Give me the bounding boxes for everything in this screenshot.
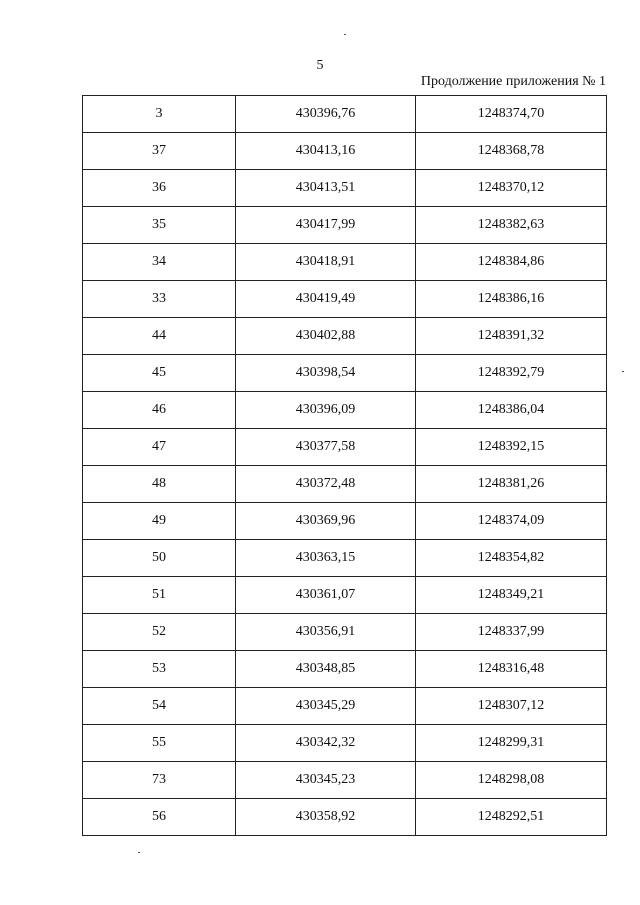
y-coordinate-cell: 1248381,26 (416, 466, 607, 503)
x-coordinate-cell: 430348,85 (236, 651, 416, 688)
point-number-cell: 54 (83, 688, 236, 725)
x-coordinate-cell: 430413,16 (236, 133, 416, 170)
x-coordinate-cell: 430396,09 (236, 392, 416, 429)
y-coordinate-cell: 1248386,04 (416, 392, 607, 429)
y-coordinate-cell: 1248307,12 (416, 688, 607, 725)
point-number-cell: 73 (83, 762, 236, 799)
x-coordinate-cell: 430396,76 (236, 96, 416, 133)
y-coordinate-cell: 1248368,78 (416, 133, 607, 170)
table-row (83, 540, 607, 577)
y-coordinate-cell: 1248391,32 (416, 318, 607, 355)
x-coordinate-cell: 430345,23 (236, 762, 416, 799)
point-number-cell: 44 (83, 318, 236, 355)
page-number: 5 (316, 58, 324, 73)
table-row (83, 318, 607, 355)
table-row (83, 725, 607, 762)
point-number-cell: 52 (83, 614, 236, 651)
y-coordinate-cell: 1248349,21 (416, 577, 607, 614)
x-coordinate-cell: 430358,92 (236, 799, 416, 836)
table-row (83, 503, 607, 540)
x-coordinate-cell: 430417,99 (236, 207, 416, 244)
x-coordinate-cell: 430345,29 (236, 688, 416, 725)
y-coordinate-cell: 1248299,31 (416, 725, 607, 762)
point-number-cell: 36 (83, 170, 236, 207)
table-row (83, 799, 607, 836)
point-number-cell: 55 (83, 725, 236, 762)
scan-speck (344, 34, 346, 35)
x-coordinate-cell: 430413,51 (236, 170, 416, 207)
x-coordinate-cell: 430402,88 (236, 318, 416, 355)
x-coordinate-cell: 430372,48 (236, 466, 416, 503)
y-coordinate-cell: 1248370,12 (416, 170, 607, 207)
y-coordinate-cell: 1248384,86 (416, 244, 607, 281)
table-row (83, 762, 607, 799)
table-row (83, 133, 607, 170)
x-coordinate-cell: 430356,91 (236, 614, 416, 651)
point-number-cell: 45 (83, 355, 236, 392)
y-coordinate-cell: 1248392,15 (416, 429, 607, 466)
point-number-cell: 35 (83, 207, 236, 244)
y-coordinate-cell: 1248337,99 (416, 614, 607, 651)
y-coordinate-cell: 1248354,82 (416, 540, 607, 577)
point-number-cell: 37 (83, 133, 236, 170)
table-row (83, 96, 607, 133)
y-coordinate-cell: 1248374,70 (416, 96, 607, 133)
table-row (83, 244, 607, 281)
table-row (83, 651, 607, 688)
x-coordinate-cell: 430369,96 (236, 503, 416, 540)
x-coordinate-cell: 430398,54 (236, 355, 416, 392)
point-number-cell: 50 (83, 540, 236, 577)
point-number-cell: 49 (83, 503, 236, 540)
point-number-cell: 46 (83, 392, 236, 429)
table-row (83, 614, 607, 651)
scan-speck (138, 852, 140, 853)
table-row (83, 281, 607, 318)
x-coordinate-cell: 430419,49 (236, 281, 416, 318)
scan-speck (622, 371, 624, 372)
table-row (83, 577, 607, 614)
coordinates-table-body (83, 96, 607, 836)
point-number-cell: 48 (83, 466, 236, 503)
y-coordinate-cell: 1248374,09 (416, 503, 607, 540)
x-coordinate-cell: 430377,58 (236, 429, 416, 466)
x-coordinate-cell: 430363,15 (236, 540, 416, 577)
point-number-cell: 33 (83, 281, 236, 318)
table-row (83, 207, 607, 244)
point-number-cell: 47 (83, 429, 236, 466)
table-row (83, 355, 607, 392)
point-number-cell: 34 (83, 244, 236, 281)
y-coordinate-cell: 1248382,63 (416, 207, 607, 244)
table-row (83, 466, 607, 503)
table-row (83, 170, 607, 207)
table-row (83, 429, 607, 466)
y-coordinate-cell: 1248392,79 (416, 355, 607, 392)
point-number-cell: 56 (83, 799, 236, 836)
point-number-cell: 3 (83, 96, 236, 133)
appendix-caption: Продолжение приложения № 1 (420, 74, 606, 89)
y-coordinate-cell: 1248386,16 (416, 281, 607, 318)
y-coordinate-cell: 1248292,51 (416, 799, 607, 836)
point-number-cell: 53 (83, 651, 236, 688)
y-coordinate-cell: 1248298,08 (416, 762, 607, 799)
coordinates-table (82, 95, 607, 836)
table-row (83, 688, 607, 725)
x-coordinate-cell: 430418,91 (236, 244, 416, 281)
point-number-cell: 51 (83, 577, 236, 614)
x-coordinate-cell: 430361,07 (236, 577, 416, 614)
table-row (83, 392, 607, 429)
y-coordinate-cell: 1248316,48 (416, 651, 607, 688)
x-coordinate-cell: 430342,32 (236, 725, 416, 762)
